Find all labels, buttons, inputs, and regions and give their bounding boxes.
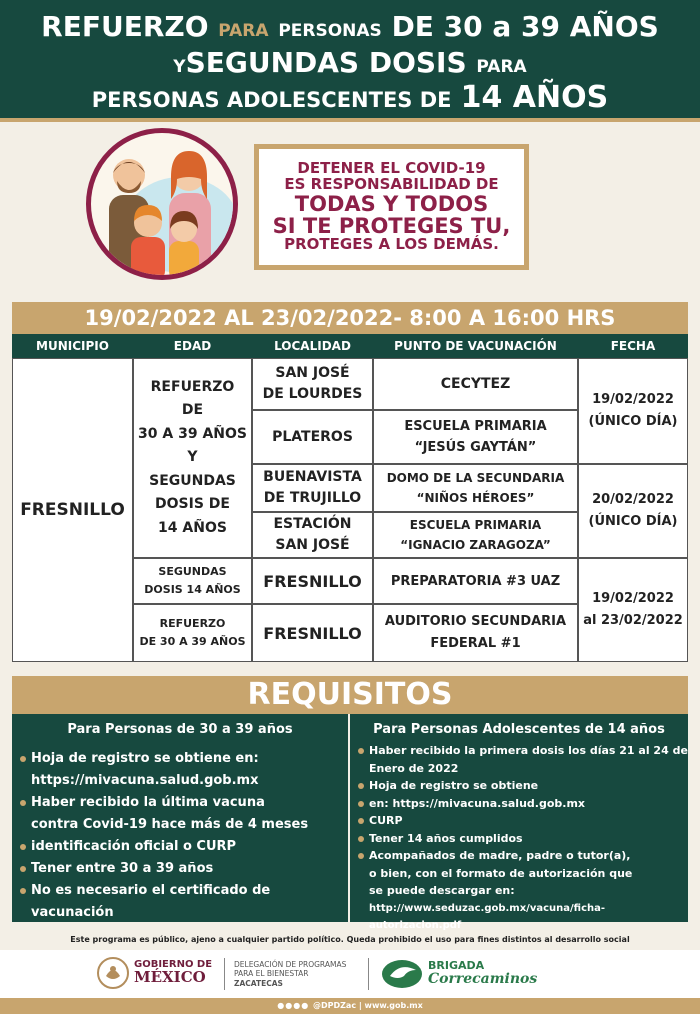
punto-text: AUDITORIO SECUNDARIA [384, 614, 567, 629]
punto-text: DOMO DE LA SECUNDARIA [386, 471, 565, 485]
fecha-text: (ÚNICO DÍA) [588, 514, 678, 529]
localidad-cell [252, 358, 373, 410]
list-item [20, 792, 348, 814]
fecha-cell [578, 358, 688, 464]
brigada-text: BRIGADA [428, 959, 485, 972]
header-segundas-dosis: SEGUNDAS DOSIS [185, 46, 467, 79]
header-para-2: PARA [476, 57, 527, 77]
requisitos-right-list [358, 742, 688, 935]
coat-of-arms-icon [96, 956, 130, 990]
fecha-cell [578, 558, 688, 662]
edad-text: REFUERZO [159, 617, 226, 630]
municipio-text: FRESNILLO [20, 500, 125, 520]
localidad-cell [252, 558, 373, 604]
requisitos-left-list [20, 748, 348, 924]
req-text: Haber recibido la última vacuna [31, 795, 265, 810]
header-line-3 [0, 80, 700, 115]
punto-cell [373, 358, 578, 410]
header-refuerzo: REFUERZO [41, 10, 209, 43]
footer-divider [368, 958, 369, 990]
localidad-cell [252, 410, 373, 464]
header-y: Y [173, 57, 186, 77]
localidad-text: BUENAVISTA [263, 469, 362, 485]
punto-text: “JESÚS GAYTÁN” [414, 440, 537, 455]
localidad-text: SAN JOSÉ [275, 365, 350, 381]
covid-message-box [254, 144, 529, 270]
social-icons: ●●●● [277, 1001, 313, 1010]
localidad-text: DE LOURDES [262, 386, 363, 402]
edad-text: DE 30 A 39 AÑOS [139, 635, 246, 648]
localidad-text: SAN JOSÉ [275, 537, 350, 553]
req-text: contra Covid-19 hace más de 4 meses [31, 817, 309, 832]
fecha-text: (ÚNICO DÍA) [588, 414, 678, 429]
list-item [358, 830, 688, 848]
bullet-icon [358, 836, 364, 842]
bullet-icon [358, 853, 364, 859]
punto-cell [373, 410, 578, 464]
req-text: identificación oficial o CURP [31, 839, 237, 854]
req-text: Tener entre 30 a 39 años [31, 861, 214, 876]
col-header-fecha: FECHA [578, 334, 688, 358]
list-item [358, 742, 688, 760]
punto-text: “NIÑOS HÉROES” [416, 491, 535, 505]
message-line-2: ES RESPONSABILIDAD DE [284, 175, 499, 194]
header-line-2 [0, 46, 700, 79]
requisitos-right-panel [350, 714, 688, 931]
bullet-icon [20, 800, 26, 806]
list-item [20, 858, 348, 880]
edad-refuerzo-cell [133, 604, 252, 662]
family-icon [91, 133, 233, 275]
punto-cell [373, 604, 578, 662]
edad-text: DOSIS 14 AÑOS [144, 583, 241, 596]
punto-text: ESCUELA PRIMARIA [404, 419, 547, 434]
req-text: o bien, con el formato de autorización que [369, 866, 633, 880]
roadrunner-icon [380, 956, 424, 992]
list-item [358, 865, 688, 883]
social-bar [0, 998, 700, 1014]
bullet-icon [20, 888, 26, 894]
header-adolescentes: PERSONAS ADOLESCENTES DE [91, 88, 452, 112]
list-item [358, 795, 688, 813]
localidad-cell [252, 464, 373, 512]
gobierno-logo [134, 960, 212, 985]
list-item [358, 812, 688, 830]
req-text: se puede descargar en: [369, 884, 515, 897]
punto-text: FEDERAL #1 [430, 636, 521, 651]
header-personas: PERSONAS [278, 21, 382, 41]
col-header-localidad: LOCALIDAD [252, 334, 373, 358]
list-item [20, 770, 348, 792]
list-item [20, 880, 348, 924]
bullet-icon [358, 748, 364, 754]
gold-divider [0, 118, 700, 122]
localidad-cell [252, 512, 373, 558]
list-item [358, 777, 688, 795]
date-range-bar: 19/02/2022 AL 23/02/2022- 8:00 A 16:00 HRS [12, 302, 688, 334]
message-line-4: SI TE PROTEGES TU, [272, 213, 511, 238]
localidad-text: FRESNILLO [263, 571, 362, 591]
req-text: Tener 14 años cumplidos [369, 831, 523, 845]
header-age-range: DE 30 a 39 AÑOS [391, 10, 659, 43]
punto-text: PREPARATORIA #3 UAZ [390, 573, 561, 589]
mexico-text: MÉXICO [134, 968, 206, 986]
footer-divider [224, 958, 225, 990]
col-header-punto: PUNTO DE VACUNACIÓN [373, 334, 578, 358]
punto-text: ESCUELA PRIMARIA [409, 518, 542, 532]
delegacion-text: DELEGACIÓN DE PROGRAMAS [234, 960, 347, 969]
localidad-text: FRESNILLO [263, 623, 362, 643]
delegacion-text: PARA EL BIENESTAR [234, 969, 309, 979]
edad-text: Y [187, 449, 198, 466]
bullet-icon [358, 818, 364, 824]
requisitos-title: REQUISITOS [12, 676, 688, 714]
list-item [358, 882, 688, 900]
edad-text: DE [181, 402, 204, 419]
requisitos-left-title: Para Personas de 30 a 39 años [67, 722, 293, 737]
header-line-1 [0, 10, 700, 43]
delegacion-text-block [234, 960, 346, 988]
fecha-text: al 23/02/2022 [583, 613, 683, 628]
edad-text: 14 AÑOS [158, 519, 227, 536]
localidad-text: PLATEROS [272, 429, 353, 445]
list-item [358, 760, 688, 778]
punto-text: “IGNACIO ZARAGOZA” [400, 538, 551, 552]
edad-text: SEGUNDAS [149, 472, 236, 489]
edad-text: SEGUNDAS [158, 565, 227, 578]
footer-logos [0, 950, 700, 998]
col-header-edad: EDAD [133, 334, 252, 358]
req-text: https://mivacuna.salud.gob.mx [31, 773, 259, 788]
edad-text: 30 A 39 AÑOS [138, 425, 247, 442]
bullet-icon [20, 866, 26, 872]
disclaimer-text: Este programa es público, ajeno a cualquier partido político. Queda prohibido el uso para fines distintos al desarrollo social [70, 935, 630, 944]
bullet-icon [358, 801, 364, 807]
req-text: Haber recibido la primera dosis los días 21 al 24 de [369, 744, 688, 757]
message-line-5: PROTEGES A LOS DEMÁS. [284, 234, 499, 253]
edad-main-cell [133, 358, 252, 558]
message-line-1: DETENER EL COVID-19 [297, 159, 486, 178]
req-text: CURP [369, 814, 403, 827]
bullet-icon [358, 783, 364, 789]
message-line-3: TODAS Y TODOS [294, 191, 489, 216]
localidad-text: DE TRUJILLO [263, 490, 362, 506]
punto-cell [373, 464, 578, 512]
bullet-icon [20, 844, 26, 850]
header-14-anos: 14 AÑOS [460, 80, 609, 115]
correcaminos-text: Correcaminos [428, 970, 538, 987]
requisitos-left-panel [12, 714, 348, 922]
bullet-icon [20, 756, 26, 762]
edad-segundas-cell [133, 558, 252, 604]
edad-text: REFUERZO [150, 378, 235, 395]
localidad-cell [252, 604, 373, 662]
fecha-text: 19/02/2022 [592, 591, 674, 606]
req-text: Enero de 2022 [369, 761, 459, 775]
fecha-text: 19/02/2022 [592, 392, 674, 407]
header-banner [0, 0, 700, 118]
localidad-text: ESTACIÓN [273, 516, 352, 532]
header-para: PARA [218, 21, 269, 41]
fecha-text: 20/02/2022 [592, 492, 674, 507]
req-text: http://www.seduzac.gob.mx/vacuna/ficha-autorizacion.pdf [369, 902, 606, 931]
requisitos-right-title: Para Personas Adolescentes de 14 años [373, 722, 665, 737]
list-item [20, 814, 348, 836]
punto-text: CECYTEZ [440, 376, 511, 392]
family-illustration [86, 128, 238, 280]
gobierno-text: GOBIERNO DE [134, 959, 213, 970]
list-item [358, 847, 688, 865]
punto-cell [373, 558, 578, 604]
edad-text: DOSIS DE [155, 496, 230, 513]
req-text: Acompañados de madre, padre o tutor(a), [369, 849, 631, 862]
req-text: en: https://mivacuna.salud.gob.mx [369, 796, 585, 810]
delegacion-text: ZACATECAS [234, 978, 283, 988]
municipio-cell [12, 358, 133, 662]
list-item [20, 748, 348, 770]
col-header-municipio: MUNICIPIO [12, 334, 133, 358]
req-text: Hoja de registro se obtiene [369, 779, 539, 792]
list-item [358, 900, 688, 935]
social-handle: @DPDZac | www.gob.mx [312, 1001, 423, 1010]
punto-cell [373, 512, 578, 558]
req-text: No es necesario el certificado de vacunación [31, 883, 271, 920]
brigada-logo [428, 960, 537, 986]
list-item [20, 836, 348, 858]
fecha-cell [578, 464, 688, 558]
req-text: Hoja de registro se obtiene en: [31, 751, 259, 766]
